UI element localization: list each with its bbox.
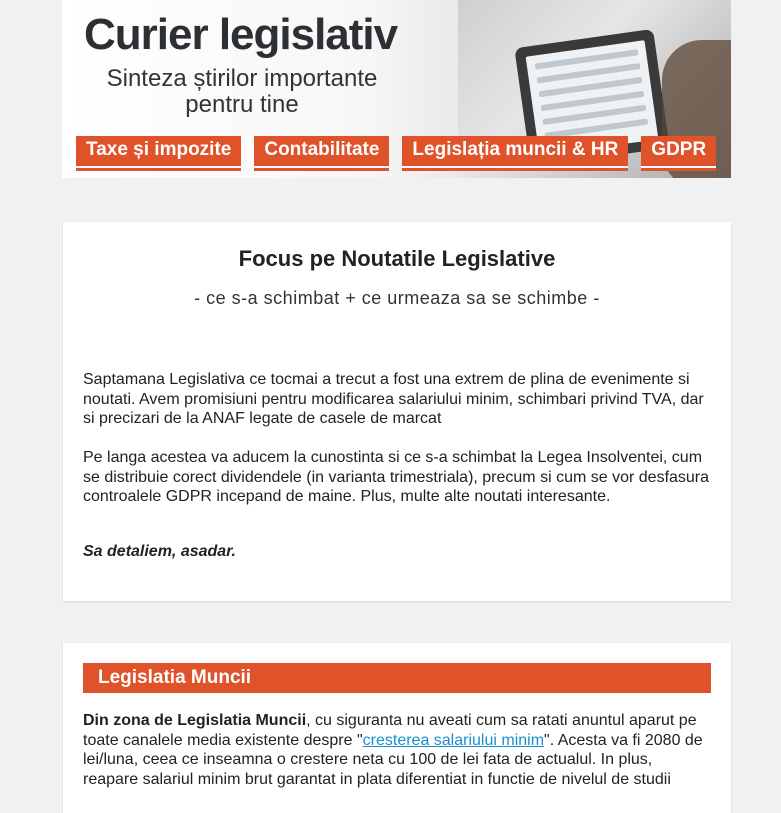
labor-text-before-link: , cu siguranta nu aveati cum sa ratati anuntul aparut pe toate canalele media existente despre "	[83, 712, 697, 749]
labor-paragraph	[83, 711, 711, 789]
newsletter-banner	[62, 0, 731, 178]
nav-taxe-impozite[interactable]: Taxe și impozite	[76, 136, 241, 168]
section-heading-legislatia-muncii: Legislatia Muncii	[83, 663, 711, 693]
labor-lead: Din zona de Legislatia Muncii	[83, 712, 307, 729]
intro-paragraph: Saptamana Legislativa ce tocmai a trecut a fost una extrem de plina de evenimente si noutati. Avem promisiuni pentru modificarea salariului minim, schimbari privind TVA, dar si precizari de la ANAF legate de casele de marcat	[83, 371, 704, 427]
nav-gdpr[interactable]: GDPR	[641, 136, 716, 168]
details-paragraph: Pe langa acestea va aducem la cunostinta si ce s-a schimbat la Legea Insolventei, cum se distribuie corect dividendele (in varianta trimestriala), precum si cum se vor desfasura controalele GDPR incepand de maine. Plus, multe alte noutati interesante.	[83, 449, 710, 505]
nav-legislatia-muncii-hr[interactable]: Legislația muncii & HR	[402, 136, 628, 168]
closing-line: Sa detaliem, asadar.	[83, 543, 236, 560]
labor-text-after-link: ". Acesta va fi 2080 de lei/luna, ceea ce inseamna o crestere neta cu 100 de lei fata de actualul. In plus, reapare salariul minim brut garantat in plata diferentiat in functie de nivelul de studii	[83, 731, 703, 788]
labor-card	[63, 643, 731, 813]
brand-subtitle: Sinteza știrilor importante pentru tine	[106, 65, 378, 118]
focus-card	[63, 222, 731, 601]
nav-contabilitate[interactable]: Contabilitate	[254, 136, 389, 168]
focus-title: Focus pe Noutatile Legislative	[238, 246, 556, 271]
minimum-wage-link[interactable]: cresterea salariului minim	[362, 731, 545, 749]
focus-subtitle: - ce s-a schimbat + ce urmeaza sa se schimbe -	[194, 288, 600, 308]
brand-title: Curier legislativ	[84, 10, 398, 59]
category-nav	[76, 136, 729, 168]
